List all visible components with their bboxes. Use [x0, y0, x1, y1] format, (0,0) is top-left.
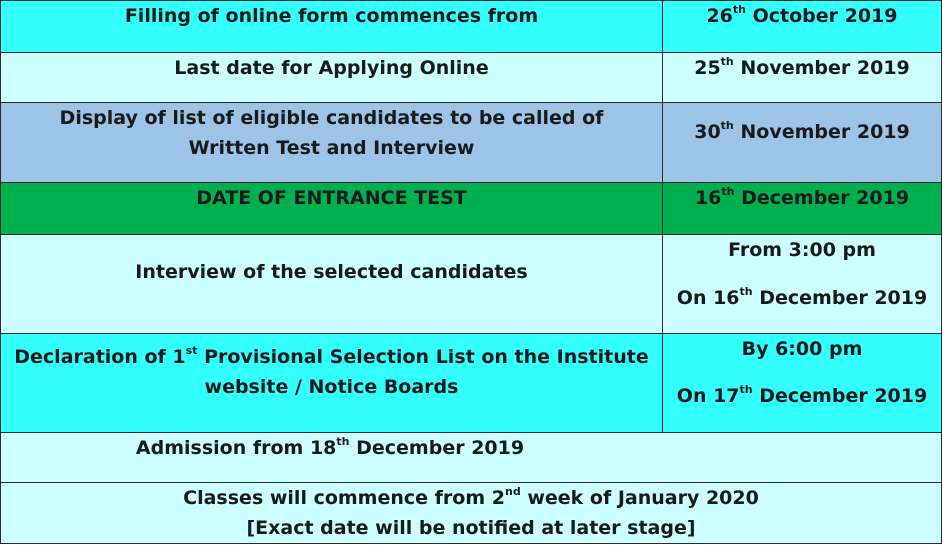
date-cell	[662, 53, 941, 102]
event-text: Interview of the selected candidates	[135, 261, 528, 283]
admission-text: Admission from 18th December 2019	[135, 434, 525, 459]
date-text: On 17th December 2019	[676, 382, 928, 407]
date-text: On 16th December 2019	[676, 284, 928, 309]
date-text: 16th December 2019	[694, 184, 910, 209]
date-text: 25th November 2019	[694, 54, 910, 79]
event-cell	[1, 53, 662, 102]
table-row	[0, 182, 942, 234]
date-text: 30th November 2019	[694, 118, 910, 143]
date-cell	[662, 183, 941, 234]
event-cell	[1, 1, 662, 52]
table-row	[0, 102, 942, 182]
event-text-line1: Declaration of 1st Provisional Selection List on the Institute	[14, 343, 649, 368]
event-cell	[1, 183, 662, 234]
event-cell	[1, 235, 662, 333]
date-cell	[662, 1, 941, 52]
event-text: Filling of online form commences from	[124, 5, 539, 27]
date-cell	[662, 235, 941, 333]
table-row	[0, 234, 942, 333]
classes-text-line2: [Exact date will be notified at later stage]	[246, 517, 696, 539]
table-row	[0, 432, 942, 482]
classes-text-line1: Classes will commence from 2nd week of January 2020	[183, 484, 759, 509]
event-text: Last date for Applying Online	[174, 57, 489, 79]
table-row	[0, 482, 942, 544]
time-text: By 6:00 pm	[741, 338, 863, 360]
event-cell	[1, 334, 662, 432]
event-text-line2: Written Test and Interview	[188, 137, 475, 159]
event-cell	[1, 103, 662, 182]
table-row	[0, 333, 942, 432]
date-cell	[662, 103, 941, 182]
table-row	[0, 52, 942, 102]
event-text-line2: website / Notice Boards	[204, 376, 459, 398]
table-row	[0, 0, 942, 52]
date-cell	[662, 334, 941, 432]
time-text: From 3:00 pm	[728, 239, 876, 261]
notice-cell	[1, 433, 941, 482]
date-text: 26th October 2019	[706, 2, 898, 27]
event-text-line1: Display of list of eligible candidates to be called of	[59, 107, 604, 129]
event-text: DATE OF ENTRANCE TEST	[196, 187, 467, 209]
notice-cell	[1, 483, 941, 543]
